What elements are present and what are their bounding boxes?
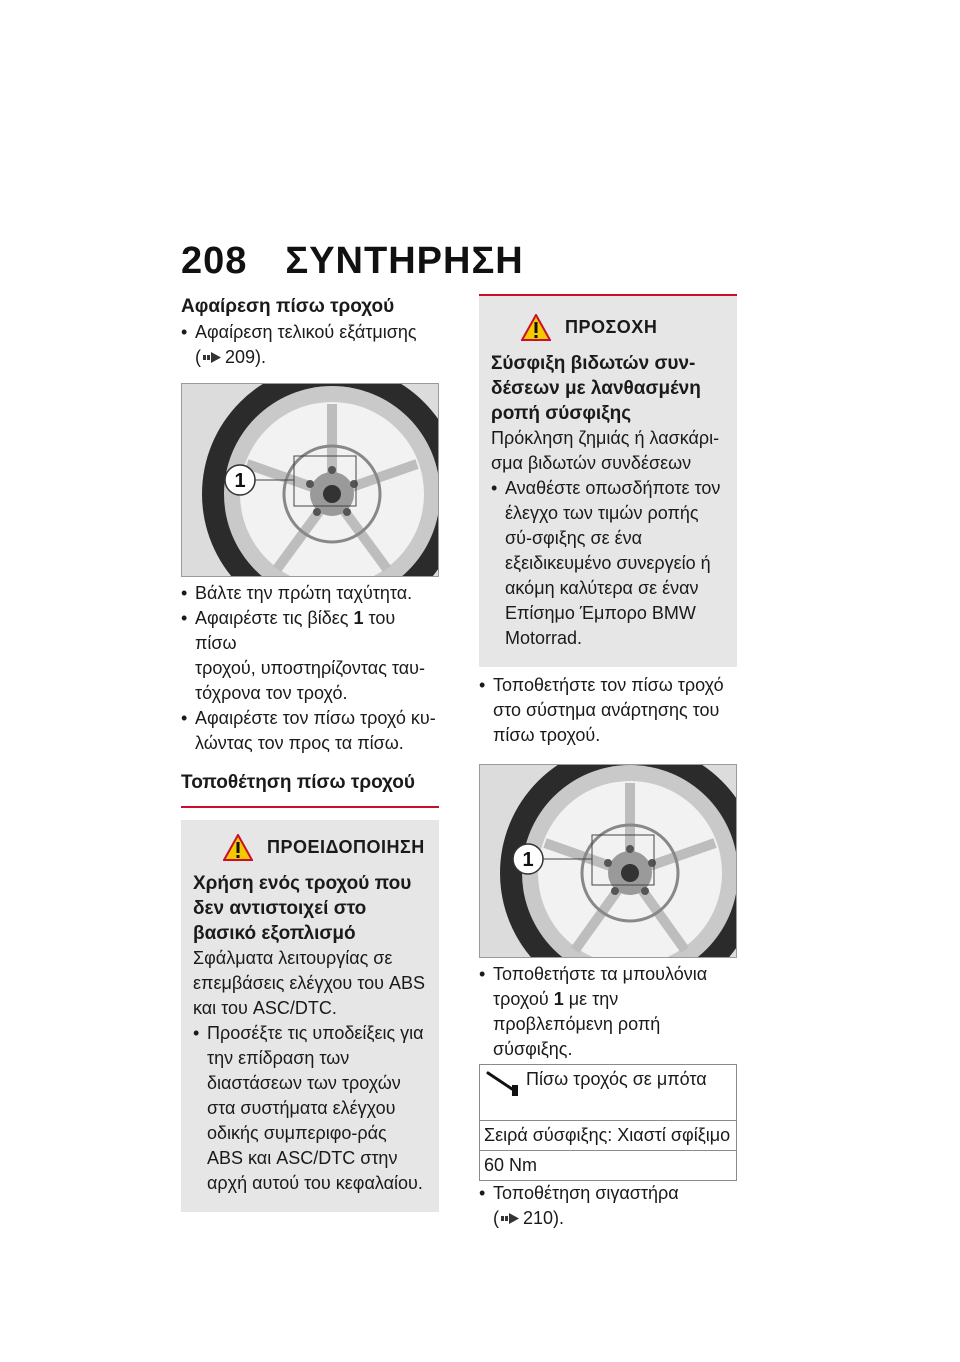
- callout-ref: 1: [553, 989, 564, 1009]
- remove-steps-list-2: [181, 581, 439, 756]
- torque-value: 60 Nm: [480, 1151, 737, 1181]
- warning-box: [181, 820, 439, 1212]
- chapter-title: ΣΥΝΤΗΡΗΣΗ: [285, 240, 524, 282]
- caution-title: Σύσφιξη βιδωτών συν-δέσεων με λανθασμένη ροπή σύσφιξης: [491, 353, 701, 424]
- right-column: [479, 294, 737, 1231]
- section-title-install-wheel: Τοποθέτηση πίσω τροχού: [181, 772, 415, 793]
- caution-header: [491, 314, 725, 341]
- caution-body: Πρόκληση ζημιάς ή λασκάρι-σμα βιδωτών συνδέσεων: [491, 428, 720, 473]
- warning-header: [193, 834, 427, 861]
- caution-box: [479, 296, 737, 667]
- torque-table-title: Πίσω τροχός σε μπότα: [526, 1069, 707, 1089]
- warning-body: Σφάλματα λειτουργίας σε επεμβάσεις ελέγχου του ABS και του ASC/DTC.: [193, 948, 426, 1018]
- warning-title: Χρήση ενός τροχού που δεν αντιστοιχεί στο βασικό εξοπλισμό: [193, 873, 412, 944]
- section-divider: [181, 806, 439, 808]
- left-column: [181, 294, 439, 1212]
- page-reference-number: 210).: [523, 1208, 565, 1228]
- step-text: Τοποθέτηση σιγαστήρα: [493, 1183, 679, 1203]
- step-text: τροχού, υποστηρίζοντας ταυ-τόχρονα τον τροχό.: [195, 658, 425, 703]
- page-reference[interactable]: ( 210).: [493, 1208, 565, 1228]
- list-item: • Προσέξτε τις υποδείξεις για την επίδραση των διαστάσεων των τροχών στα συστήματα ελέγχου οδικής συμπεριφο-ράς ABS και ASC/DTC στην αρχή αυτού του κεφαλαίου.: [193, 1021, 427, 1196]
- figure-rear-wheel-removal: [181, 383, 439, 577]
- remove-steps-list: [181, 320, 439, 370]
- list-item: [181, 320, 439, 370]
- install-steps-list: [479, 673, 737, 748]
- warning-bullets: [193, 1021, 427, 1196]
- warning-triangle-icon: [521, 314, 551, 341]
- torque-sequence: Σειρά σύσφιξης: Χιαστί σφίξιμο: [480, 1121, 737, 1151]
- callout-ref: 1: [353, 608, 364, 628]
- warning-triangle-icon: [223, 834, 253, 861]
- page-reference-number: 209).: [225, 347, 267, 367]
- torque-table-header: [480, 1065, 737, 1121]
- install-steps-list-2: [479, 962, 737, 1062]
- list-item: [479, 962, 737, 1062]
- step-text: Αφαιρέστε τις βίδες: [195, 608, 349, 628]
- torque-spec-table: [479, 1064, 737, 1181]
- figure2-callout: 1: [522, 849, 534, 871]
- section-title-remove-wheel: Αφαίρεση πίσω τροχού: [181, 296, 395, 317]
- list-item: • Αναθέστε οπωσδήποτε τον έλεγχο των τιμών ροπής σύ-σφιξης σε ένα εξειδικευμένο συνεργείο ή ακόμη καλύτερα σε έναν Επίσημο Έμπορο BMW Motorrad.: [491, 476, 725, 651]
- arrow-right-icon: [203, 352, 221, 363]
- page-number: 208: [181, 240, 248, 282]
- install-steps-list-3: [479, 1181, 737, 1231]
- list-item: [181, 606, 439, 706]
- warning-label: ΠΡΟΕΙΔΟΠΟΙΗΣΗ: [267, 837, 425, 857]
- figure-rear-wheel-installation: [479, 764, 737, 958]
- caution-label: ΠΡΟΣΟΧΗ: [565, 317, 658, 337]
- list-item: • Αφαιρέστε τον πίσω τροχό κυ-λώντας τον προς τα πίσω.: [181, 706, 439, 756]
- page-header: [181, 240, 524, 283]
- arrow-right-icon: [501, 1213, 519, 1224]
- step-text: με την προβλεπόμενη ροπή σύσφιξης.: [493, 989, 661, 1059]
- list-item: • Βάλτε την πρώτη ταχύτητα.: [181, 581, 439, 606]
- step-text: του πίσω: [195, 608, 396, 653]
- figure1-callout: 1: [234, 470, 246, 492]
- step-text: Αφαίρεση τελικού εξάτμισης: [195, 322, 417, 342]
- caution-bullets: [491, 476, 725, 651]
- page-reference[interactable]: ( 209).: [195, 347, 267, 367]
- list-item: [479, 1181, 737, 1231]
- rear-wheel-illustration: [182, 384, 439, 577]
- step-text: Τοποθετήστε τα μπουλόνια τροχού: [493, 964, 708, 1009]
- torque-wrench-icon: [486, 1071, 520, 1097]
- rear-wheel-illustration-2: [480, 765, 737, 958]
- list-item: • Τοποθετήστε τον πίσω τροχό στο σύστημα ανάρτησης του πίσω τροχού.: [479, 673, 737, 748]
